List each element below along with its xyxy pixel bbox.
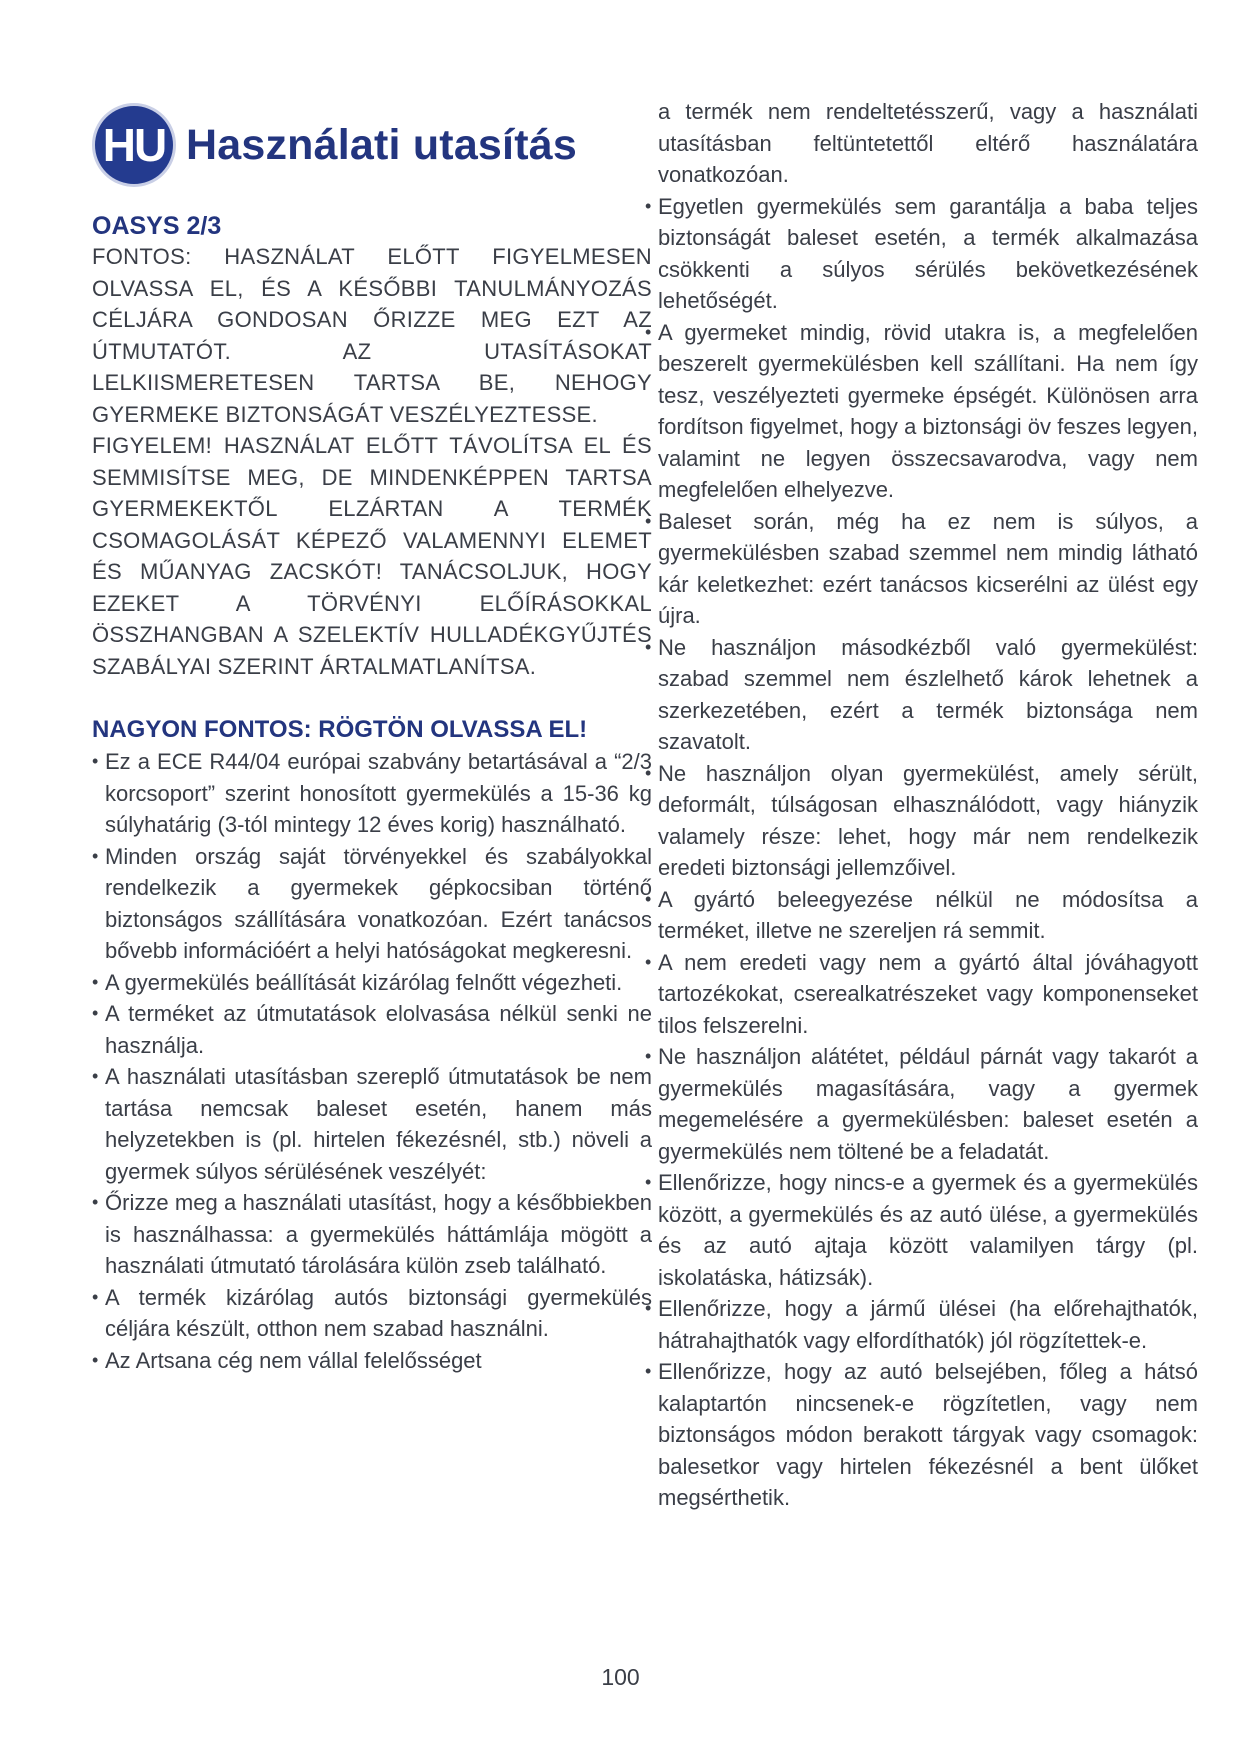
list-item: • A terméket az útmutatások elolvasása nélkül senki ne használja. — [92, 998, 652, 1061]
list-item: • Baleset során, még ha ez nem is súlyos, a gyermekülésben szabad szemmel nem mindig látható kár keletkezhet: ezért tanácsos kicserélni az ülést egy újra. — [658, 506, 1198, 632]
list-item: • Ne használjon másodkézből való gyermekülést: szabad szemmel nem észlelhető károk lehetnek a szerkezetében, ezért a termék biztonsága nem szavatolt. — [658, 632, 1198, 758]
list-item: • Őrizze meg a használati utasítást, hogy a későbbiekben is használhassa: a gyermekülés háttámlája mögött a használati útmutató tárolására külön zseb található. — [92, 1187, 652, 1282]
list-item: • A gyermeket mindig, rövid utakra is, a megfelelően beszerelt gyermekülésben kell szállítani. Ha nem így tesz, veszélyezteti gyermeke épségét. Különösen arra fordítson figyelmet, hogy a biztonsági öv feszes legyen, valamint ne legyen összecsavarodva, vagy nem megfelelően elhelyezve. — [658, 317, 1198, 506]
page-number: 100 — [601, 1664, 640, 1690]
very-important-list — [92, 746, 652, 1376]
left-column — [92, 100, 652, 1376]
page-header — [92, 100, 652, 190]
right-column — [658, 96, 1198, 1514]
continued-text: a termék nem rendeltetésszerű, vagy a használati utasításban feltüntetettől eltérő használatára vonatkozóan. — [658, 99, 1198, 187]
list-item: • Az Artsana cég nem vállal felelősséget — [92, 1345, 652, 1377]
list-item: • A használati utasításban szereplő útmutatások be nem tartása nemcsak baleset esetén, hanem más helyzetekben is (pl. hirtelen fékezésnél, stb.) növeli a gyermek súlyos sérülésének veszélyét: — [92, 1061, 652, 1187]
model-name: OASYS 2/3 — [92, 212, 222, 240]
list-item: • Ne használjon alátétet, például párnát vagy takarót a gyermekülés magasítására, vagy a gyermek megemelésére a gyermekülésben: baleset esetén a gyermekülés nem töltené be a feladatát. — [658, 1041, 1198, 1167]
language-badge-icon: HU — [92, 103, 176, 187]
list-item: • A gyermekülés beállítását kizárólag felnőtt végezheti. — [92, 967, 652, 999]
warning-notice: FIGYELEM! HASZNÁLAT ELŐTT TÁVOLÍTSA EL ÉS SEMMISÍTSE MEG, DE MINDENKÉPPEN TARTSA GYERMEKEKTŐL ELZÁRTAN A TERMÉK CSOMAGOLÁSÁT KÉPEZŐ VALAMENNYI ELEMET ÉS MŰANYAG ZACSKÓT! TANÁCSOLJUK, HOGY EZEKET A TÖRVÉNYI ELŐÍRÁSOKKAL ÖSSZHANGBAN A SZELEKTÍV HULLADÉKGYŰJTÉS SZABÁLYAI SZERINT ÁRTALMATLANÍTSA. — [92, 433, 652, 679]
list-item: • Ellenőrizze, hogy nincs-e a gyermek és a gyermekülés között, a gyermekülés és az autó ülése, a gyermekülés és az autó ajtaja között valamilyen tárgy (pl. iskolatáska, hátizsák). — [658, 1167, 1198, 1293]
page-title: Használati utasítás — [186, 120, 577, 169]
list-item: • Minden ország saját törvényekkel és szabályokkal rendelkezik a gyermekek gépkocsiban történő biztonságos szállítására vonatkozóan. Ezért tanácsos bővebb információért a helyi hatóságokat megkeresni. — [92, 841, 652, 967]
list-item: • Egyetlen gyermekülés sem garantálja a baba teljes biztonságát baleset esetén, a termék alkalmazása csökkenti a súlyos sérülés bekövetkezésének lehetőségét. — [658, 191, 1198, 317]
important-notice: FONTOS: HASZNÁLAT ELŐTT FIGYELMESEN OLVASSA EL, ÉS A KÉSŐBBI TANULMÁNYOZÁS CÉLJÁRA GONDOSAN ŐRIZZE MEG EZT AZ ÚTMUTATÓT. AZ UTASÍTÁSOKAT LELKIISMERETESEN TARTSA BE, NEHOGY GYERMEKE BIZTONSÁGÁT VESZÉLYEZTESSE. — [92, 244, 652, 427]
section-heading: NAGYON FONTOS: RÖGTÖN OLVASSA EL! — [92, 716, 588, 743]
list-item: • A gyártó beleegyezése nélkül ne módosítsa a terméket, illetve ne szereljen rá semmit. — [658, 884, 1198, 947]
list-item: • A nem eredeti vagy nem a gyártó által jóváhagyott tartozékokat, cserealkatrészeket vagy komponenseket tilos felszerelni. — [658, 947, 1198, 1042]
list-item: • Ellenőrizze, hogy a jármű ülései (ha előrehajthatók, hátrahajthatók vagy elfordíthatók) jól rögzítettek-e. — [658, 1293, 1198, 1356]
list-item: • A termék kizárólag autós biztonsági gyermekülés céljára készült, otthon nem szabad használni. — [92, 1282, 652, 1345]
list-item: • Ellenőrizze, hogy az autó belsejében, főleg a hátsó kalaptartón nincsenek-e rögzítetlen, vagy nem biztonságos módon berakott tárgyak vagy csomagok: balesetkor vagy hirtelen fékezésnél a bent ülőket megsérthetik. — [658, 1356, 1198, 1514]
list-item: • Ne használjon olyan gyermekülést, amely sérült, deformált, túlságosan elhasználódott, vagy hiányzik valamely része: lehet, hogy már nem rendelkezik eredeti biztonsági jellemzőivel. — [658, 758, 1198, 884]
list-item: • Ez a ECE R44/04 európai szabvány betartásával a “2/3 korcsoport” szerint honosított gyermekülés a 15-36 kg súlyhatárig (3-tól mintegy 12 éves korig) használható. — [92, 746, 652, 841]
safety-list — [658, 191, 1198, 1514]
